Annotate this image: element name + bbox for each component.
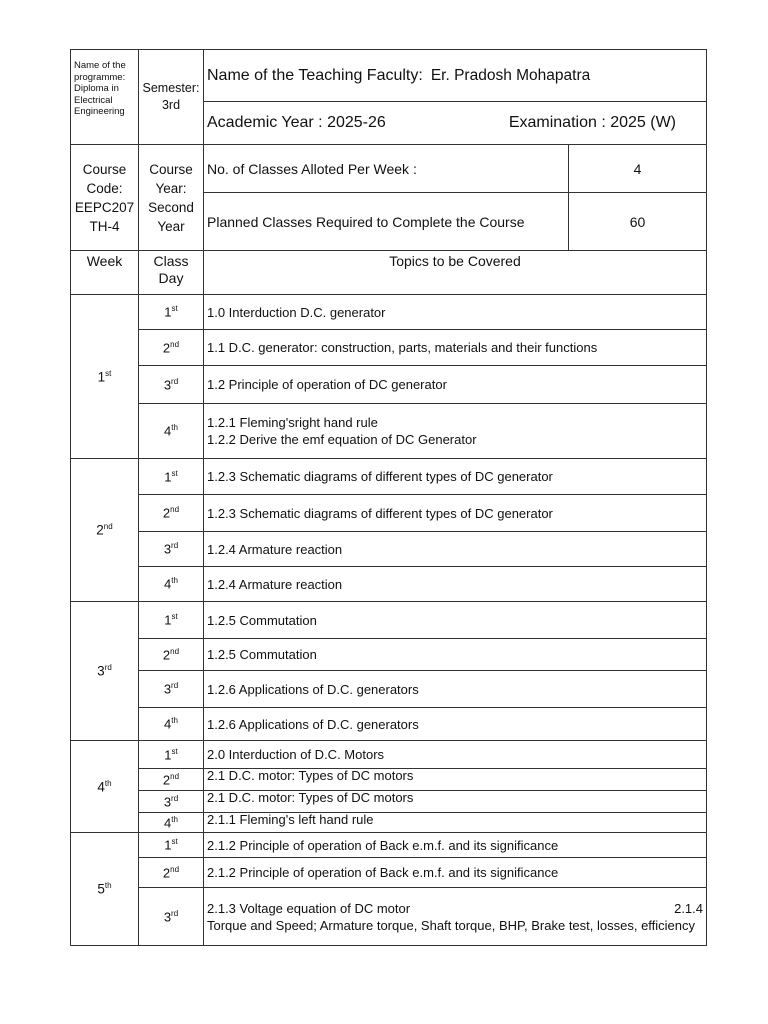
table-row: [71, 833, 707, 858]
day-cell: 2nd: [139, 639, 204, 671]
day-cell: 3rd: [139, 671, 204, 708]
topic-cell: 1.2.4 Armature reaction: [204, 532, 707, 567]
table-row: [71, 791, 707, 813]
lesson-plan-table: [70, 49, 707, 946]
topics-column-header: Topics to be Covered: [204, 251, 707, 295]
topic-cell: 1.2.5 Commutation: [204, 639, 707, 671]
table-row: [71, 532, 707, 567]
table-row: [71, 639, 707, 671]
table-row: [71, 459, 707, 495]
topic-cell: 1.2 Principle of operation of DC generator: [204, 366, 707, 404]
topic-cell: 1.0 Interduction D.C. generator: [204, 295, 707, 330]
day-cell: 1st: [139, 459, 204, 495]
day-cell: 3rd: [139, 791, 204, 813]
table-row: [71, 671, 707, 708]
table-row: [71, 741, 707, 769]
topic-cell: 2.1 D.C. motor: Types of DC motors: [204, 791, 707, 813]
table-row: [71, 567, 707, 602]
topic-cell: 2.1.1 Fleming's left hand rule: [204, 813, 707, 833]
semester-cell: Semester: 3rd: [139, 50, 204, 145]
topic-cell: 1.2.3 Schematic diagrams of different types of DC generator: [204, 459, 707, 495]
topic-cell: 1.2.1 Fleming'sright hand rule 1.2.2 Derive the emf equation of DC Generator: [204, 404, 707, 459]
topic-cell: 1.1 D.C. generator: construction, parts, materials and their functions: [204, 330, 707, 366]
topic-cell: 2.1.3 Voltage equation of DC motor 2.1.4 Torque and Speed; Armature torque, Shaft torque, BHP, Brake test, losses, efficiency: [204, 888, 707, 946]
faculty-name: Er. Pradosh Mohapatra: [430, 66, 591, 84]
table-row: [71, 295, 707, 330]
week-cell: 3rd: [71, 602, 139, 741]
academic-year: Academic Year : 2025-26: [207, 114, 386, 131]
table-row: [71, 366, 707, 404]
faculty-cell: [204, 50, 707, 102]
day-cell: 1st: [139, 741, 204, 769]
table-row: [71, 769, 707, 791]
examination: Examination : 2025 (W): [508, 114, 677, 131]
programme-cell: Name of the programme: Diploma in Electrical Engineering: [71, 50, 139, 145]
classes-per-week-label: No. of Classes Alloted Per Week :: [204, 145, 569, 193]
day-cell: 1st: [139, 833, 204, 858]
day-cell: 4th: [139, 813, 204, 833]
week-cell: 5th: [71, 833, 139, 946]
table-row: [71, 495, 707, 532]
topic-cell: 1.2.3 Schematic diagrams of different types of DC generator: [204, 495, 707, 532]
course-year-cell: Course Year: Second Year: [139, 145, 204, 251]
topic-cell: 1.2.6 Applications of D.C. generators: [204, 708, 707, 741]
table-row: [71, 330, 707, 366]
day-cell: 4th: [139, 404, 204, 459]
planned-classes-label: Planned Classes Required to Complete the Course: [204, 193, 569, 251]
academic-year-cell: [204, 102, 707, 145]
topic-cell: 2.0 Interduction of D.C. Motors: [204, 741, 707, 769]
table-row: [71, 888, 707, 946]
week-cell: 4th: [71, 741, 139, 833]
week-column-header: Week: [71, 251, 139, 295]
topic-cell: 1.2.5 Commutation: [204, 602, 707, 639]
day-cell: 4th: [139, 708, 204, 741]
topic-cell: 1.2.4 Armature reaction: [204, 567, 707, 602]
course-code-cell: Course Code: EEPC207 TH-4: [71, 145, 139, 251]
table-row: [71, 858, 707, 888]
day-cell: 2nd: [139, 330, 204, 366]
topic-cell: 2.1 D.C. motor: Types of DC motors: [204, 769, 707, 791]
day-cell: 2nd: [139, 769, 204, 791]
classes-per-week-value: 4: [569, 145, 707, 193]
topic-cell: 2.1.2 Principle of operation of Back e.m.f. and its significance: [204, 833, 707, 858]
day-cell: 1st: [139, 602, 204, 639]
day-cell: 3rd: [139, 888, 204, 946]
day-cell: 3rd: [139, 366, 204, 404]
day-cell: 1st: [139, 295, 204, 330]
faculty-label: Name of the Teaching Faculty:: [207, 66, 423, 84]
topic-cell: 2.1.2 Principle of operation of Back e.m.f. and its significance: [204, 858, 707, 888]
topic-cell: 1.2.6 Applications of D.C. generators: [204, 671, 707, 708]
planned-classes-value: 60: [569, 193, 707, 251]
day-cell: 2nd: [139, 495, 204, 532]
week-cell: 2nd: [71, 459, 139, 602]
day-cell: 4th: [139, 567, 204, 602]
table-row: [71, 404, 707, 459]
table-row: [71, 602, 707, 639]
table-row: [71, 813, 707, 833]
week-cell: 1st: [71, 295, 139, 459]
class-day-column-header: Class Day: [139, 251, 204, 295]
day-cell: 2nd: [139, 858, 204, 888]
table-row: [71, 708, 707, 741]
day-cell: 3rd: [139, 532, 204, 567]
